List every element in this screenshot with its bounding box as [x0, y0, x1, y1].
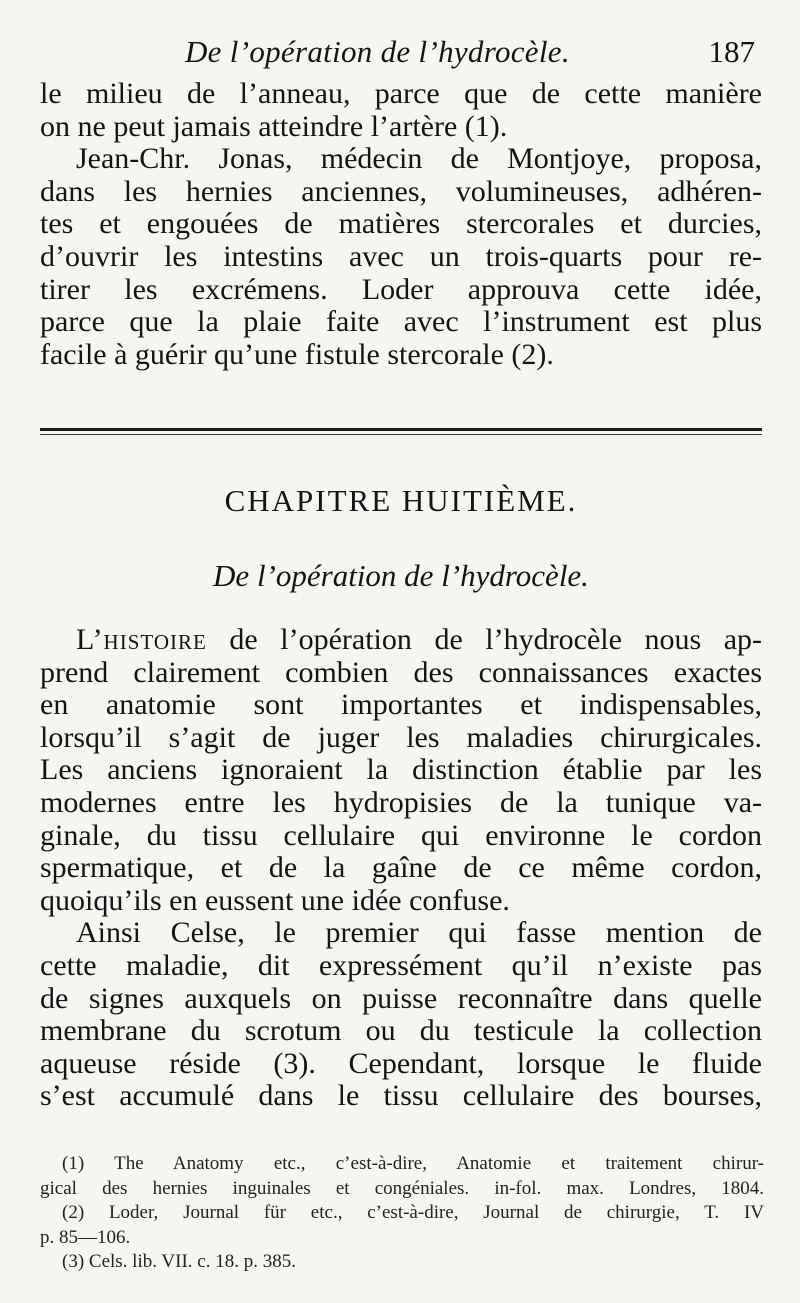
footnotes	[40, 1152, 764, 1275]
text-line: tirer les excrémens. Loder approuva cette idée,	[40, 272, 762, 306]
text-line: lorsqu’il s’agit de juger les maladies chirurgicales.	[40, 720, 762, 754]
chapter-divider-rule	[40, 428, 762, 431]
text-line: modernes entre les hydropisies de la tunique va-	[40, 785, 762, 819]
text-line: d’ouvrir les intestins avec un trois-quarts pour re-	[40, 239, 762, 273]
text-line	[40, 624, 762, 657]
chapter-divider-rule-thin	[40, 434, 762, 435]
page-number: 187	[708, 34, 755, 69]
text-line: parce que la plaie faite avec l’instrument est plus	[40, 305, 762, 339]
text-line: membrane du scrotum ou du testicule la collection	[40, 1014, 762, 1048]
text-line: facile à guérir qu’une fistule stercorale (2).	[40, 337, 554, 371]
text-line: de signes auxquels on puisse reconnaître dans quelle	[40, 981, 762, 1015]
footnote-line: gical des hernies inguinales et congéniales. in-fol. max. Londres, 1804.	[40, 1177, 764, 1199]
footnote-line: p. 85—106.	[40, 1226, 131, 1248]
text-line: Ainsi Celse, le premier qui fasse mention de	[76, 916, 762, 950]
text-line: spermatique, et de la gaîne de ce même cordon,	[40, 851, 762, 885]
text-line: Les anciens ignoraient la distinction établie par les	[40, 753, 762, 787]
footnote-line: (2) Loder, Journal für etc., c’est-à-dire, Journal de chirurgie, T. IV	[62, 1202, 764, 1223]
text-line: on ne peut jamais atteindre l’artère (1).	[40, 109, 508, 143]
lead-word: L’histoire	[76, 623, 207, 656]
running-title: De l’opération de l’hydrocèle.	[185, 34, 570, 69]
text-line: aqueuse réside (3). Cependant, lorsque le fluide	[40, 1046, 762, 1080]
footnote-line: (3) Cels. lib. VII. c. 18. p. 385.	[62, 1251, 296, 1272]
text-line: ginale, du tissu cellulaire qui environne le cordon	[40, 818, 762, 852]
running-head	[185, 34, 765, 74]
text-line: cette maladie, dit expressément qu’il n’existe pas	[40, 948, 762, 982]
text-line: le milieu de l’anneau, parce que de cette manière	[40, 77, 762, 110]
first-line-rest: de l’opération de l’hydrocèle nous ap-	[206, 623, 762, 656]
text-line: en anatomie sont importantes et indispensables,	[40, 688, 762, 722]
chapter-title: CHAPITRE HUITIÈME.	[224, 483, 578, 518]
text-line: quoiqu’ils en eussent une idée confuse.	[40, 883, 510, 917]
text-line: dans les hernies anciennes, volumineuses, adhéren-	[40, 174, 762, 208]
top-text-block	[40, 78, 762, 371]
footnote-line: (1) The Anatomy etc., c’est-à-dire, Anatomie et traitement chirur-	[62, 1153, 764, 1174]
text-line: prend clairement combien des connaissances exactes	[40, 655, 762, 689]
chapter-text-block	[40, 624, 762, 1113]
text-line: tes et engouées de matières stercorales et durcies,	[40, 207, 762, 241]
text-line: Jean-Chr. Jonas, médecin de Montjoye, proposa,	[76, 142, 762, 176]
text-line: s’est accumulé dans le tissu cellulaire des bourses,	[40, 1079, 762, 1113]
section-title: De l’opération de l’hydrocèle.	[213, 558, 589, 593]
